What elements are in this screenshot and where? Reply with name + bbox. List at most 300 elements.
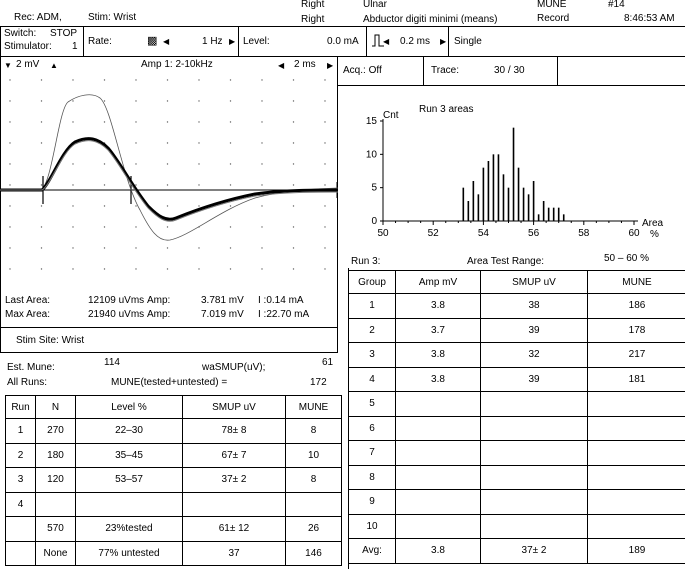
y-tick-label: 10 [365, 149, 377, 161]
table-cell [588, 514, 685, 539]
mode-value[interactable]: Single [454, 36, 482, 47]
table-cell: 189 [588, 539, 685, 564]
grid-dot [261, 121, 262, 122]
table-cell [481, 416, 588, 441]
grid-dot [198, 268, 199, 269]
grid-dot [72, 121, 73, 122]
table-cell [481, 465, 588, 490]
switch-value[interactable]: STOP [50, 28, 78, 39]
grid-dot [230, 226, 231, 227]
grid-dot [167, 184, 168, 185]
grid-dot [324, 163, 325, 164]
group-row [349, 490, 685, 515]
grid-dot [104, 247, 105, 248]
grid-dot [261, 163, 262, 164]
switch-label: Switch: [4, 28, 37, 39]
table-cell [36, 492, 76, 517]
table-cell: 77% untested [76, 541, 183, 566]
grid-dot [9, 184, 10, 185]
table-cell: 39 [481, 318, 588, 343]
histogram-bar [538, 214, 540, 221]
table-cell: 3.8 [396, 539, 481, 564]
column-header: Group [349, 271, 396, 294]
table-cell: 32 [481, 343, 588, 368]
stim-label: Stim: Wrist [88, 12, 137, 23]
grid-dot [230, 121, 231, 122]
histogram-bar [488, 161, 490, 221]
sweep-increase-arrow-icon[interactable]: ▶ [327, 61, 334, 70]
grid-dot [72, 205, 73, 206]
x-tick-label: 54 [477, 228, 489, 239]
grid-dot [230, 142, 231, 143]
max-amp-label: Amp: [147, 309, 171, 320]
acquisition-status[interactable]: Acq.: Off [343, 65, 382, 76]
amplifier-label: Amp 1: 2-10kHz [141, 59, 213, 70]
grid-dot [324, 247, 325, 248]
last-area-label: Last Area: [5, 295, 51, 306]
x-tick-label: 50 [377, 228, 389, 239]
table-cell: 1 [6, 419, 36, 444]
table-cell [396, 465, 481, 490]
max-area-value: 21940 uVms [88, 309, 145, 320]
grid-dot [167, 205, 168, 206]
rate-value: 1 Hz [202, 36, 223, 47]
trace-value: 30 / 30 [494, 65, 525, 76]
table-cell [588, 392, 685, 417]
grid-dot [198, 163, 199, 164]
grid-dot [293, 226, 294, 227]
histogram-bar [468, 201, 470, 221]
x-axis-label: Area [642, 218, 664, 229]
last-area-value: 12109 uVms [88, 295, 145, 306]
table-cell [481, 490, 588, 515]
histogram-bar [513, 128, 515, 221]
grid-dot [293, 163, 294, 164]
grid-dot [135, 268, 136, 269]
mune-number: #14 [608, 0, 625, 10]
histogram-bar [493, 154, 495, 221]
max-current: I :22.70 mA [258, 309, 310, 320]
rate-decrease-arrow-icon[interactable]: ◀ [163, 37, 170, 46]
grid-dot [198, 247, 199, 248]
grid-dot [72, 184, 73, 185]
run-row [6, 419, 342, 444]
grid-dot [324, 79, 325, 80]
waveform-plot [0, 70, 338, 290]
table-cell: 181 [588, 367, 685, 392]
grid-dot [104, 226, 105, 227]
histogram-bar [553, 208, 555, 221]
table-cell [396, 441, 481, 466]
grid-dot [324, 142, 325, 143]
grid-dot [230, 184, 231, 185]
grid-dot [41, 226, 42, 227]
duration-decrease-arrow-icon[interactable]: ◀ [383, 37, 390, 46]
est-mune-value: 114 [104, 357, 120, 368]
smup-trace-overlay [0, 141, 338, 222]
grid-dot [41, 268, 42, 269]
histogram-bar [528, 194, 530, 221]
grid-dot [324, 226, 325, 227]
run-row [6, 443, 342, 468]
table-cell: 146 [286, 541, 342, 566]
grid-dot [324, 184, 325, 185]
column-header: Amp mV [396, 271, 481, 294]
grid-dot [135, 142, 136, 143]
table-cell: 180 [36, 443, 76, 468]
grid-dot [9, 163, 10, 164]
grid-dot [135, 184, 136, 185]
histogram-bar [508, 188, 510, 221]
run-row [6, 541, 342, 566]
grid-dot [9, 142, 10, 143]
column-header: Run [6, 396, 36, 419]
grid-dot [135, 163, 136, 164]
grid-dot [104, 205, 105, 206]
table-cell: 26 [286, 517, 342, 542]
group-row [349, 441, 685, 466]
grid-dot [261, 100, 262, 101]
side-label-2: Right [301, 14, 325, 25]
y-tick-label: 0 [371, 216, 377, 227]
gain-decrease-arrow-icon[interactable]: ▼ [4, 61, 12, 70]
table-cell: 8 [286, 419, 342, 444]
grid-dot [293, 247, 294, 248]
grid-dot [135, 121, 136, 122]
stim-site: Stim Site: Wrist [16, 335, 85, 346]
level-value[interactable]: 0.0 mA [327, 36, 359, 47]
stimulator-value[interactable]: 1 [72, 41, 78, 52]
area-histogram [340, 95, 685, 250]
level-label: Level: [243, 36, 270, 47]
histogram-bar [503, 174, 505, 221]
table-cell [481, 514, 588, 539]
grid-dot [198, 142, 199, 143]
grid-dot [167, 226, 168, 227]
grid-dot [41, 205, 42, 206]
grid-dot [324, 121, 325, 122]
grid-dot [135, 79, 136, 80]
grid-dot [72, 100, 73, 101]
grid-dots [9, 79, 325, 269]
grid-dot [41, 142, 42, 143]
stimulator-label: Stimulator: [4, 41, 52, 52]
group-row [349, 343, 685, 368]
grid-dot [261, 268, 262, 269]
mune-formula: MUNE(tested+untested) = [111, 377, 228, 388]
grid-dot [230, 100, 231, 101]
grid-dot [324, 268, 325, 269]
area-range-value: 50 – 60 % [604, 253, 650, 264]
table-cell [588, 465, 685, 490]
grid-dot [293, 100, 294, 101]
grid-dot [9, 268, 10, 269]
grid-dot [198, 184, 199, 185]
table-cell: 178 [588, 318, 685, 343]
grid-dot [198, 121, 199, 122]
group-row [349, 367, 685, 392]
side-label-1: Right [301, 0, 325, 10]
grid-dot [198, 100, 199, 101]
table-cell: 37 [183, 541, 286, 566]
group-row [349, 318, 685, 343]
muscle-label: Abductor digiti minimi (means) [363, 14, 498, 25]
table-cell: 6 [349, 416, 396, 441]
table-cell: 217 [588, 343, 685, 368]
table-cell [396, 416, 481, 441]
table-cell [396, 490, 481, 515]
table-cell [481, 392, 588, 417]
grid-dot [261, 205, 262, 206]
grid-dot [9, 205, 10, 206]
last-amp-label: Amp: [147, 295, 171, 306]
table-cell [6, 541, 36, 566]
x-axis-unit: % [650, 229, 659, 240]
histogram-bar [483, 168, 485, 221]
grid-dot [135, 247, 136, 248]
grid-dot [72, 79, 73, 80]
grid-dot [41, 163, 42, 164]
sweep-value: 2 ms [294, 59, 316, 70]
grid-dot [293, 121, 294, 122]
grid-dot [230, 79, 231, 80]
y-axis-label: Cnt [383, 110, 399, 121]
table-cell [588, 490, 685, 515]
group-row [349, 539, 685, 564]
grid-dot [9, 79, 10, 80]
grid-dot [135, 100, 136, 101]
grid-dot [293, 268, 294, 269]
table-cell: 570 [36, 517, 76, 542]
table-cell: 67± 7 [183, 443, 286, 468]
grid-dot [41, 121, 42, 122]
grid-dot [41, 184, 42, 185]
table-cell [183, 492, 286, 517]
table-cell: 8 [349, 465, 396, 490]
rate-increase-arrow-icon[interactable]: ▶ [229, 37, 236, 46]
grid-dot [9, 100, 10, 101]
table-cell: 35–45 [76, 443, 183, 468]
grid-dot [104, 121, 105, 122]
grid-dot [41, 79, 42, 80]
grid-dot [261, 184, 262, 185]
grid-dot [167, 121, 168, 122]
run3-label: Run 3: [351, 256, 381, 267]
grid-dot [261, 226, 262, 227]
table-cell: 186 [588, 294, 685, 319]
table-cell: 3.7 [396, 318, 481, 343]
table-header-row [6, 396, 342, 419]
histogram-bar [473, 181, 475, 221]
group-row [349, 392, 685, 417]
grid-dot [230, 205, 231, 206]
grid-dot [167, 268, 168, 269]
grid-dot [72, 226, 73, 227]
table-cell: 3 [349, 343, 396, 368]
grid-dot [293, 205, 294, 206]
table-cell [396, 514, 481, 539]
grid-dot [167, 163, 168, 164]
last-amp-value: 3.781 mV [201, 295, 244, 306]
table-cell: 4 [6, 492, 36, 517]
est-mune-label: Est. Mune: [7, 362, 55, 373]
grid-dot [9, 121, 10, 122]
table-header-row [349, 271, 685, 294]
run-row [6, 468, 342, 493]
mune-label: MUNE [537, 0, 567, 10]
nerve-label: Ulnar [363, 0, 387, 10]
table-cell: 9 [349, 490, 396, 515]
x-tick-label: 60 [628, 228, 640, 239]
histogram-bar [523, 188, 525, 221]
table-cell: 61± 12 [183, 517, 286, 542]
table-cell: 39 [481, 367, 588, 392]
histogram-bar [518, 168, 520, 221]
grid-dot [9, 247, 10, 248]
table-cell [588, 416, 685, 441]
mune-total: 172 [310, 377, 327, 388]
table-cell: 38 [481, 294, 588, 319]
column-header: MUNE [286, 396, 342, 419]
x-tick-label: 52 [427, 228, 439, 239]
table-cell: 3.8 [396, 367, 481, 392]
grid-dot [167, 100, 168, 101]
table-cell: 120 [36, 468, 76, 493]
column-header: Level % [76, 396, 183, 419]
wasmup-label: waSMUP(uV); [202, 362, 266, 373]
runs-table [5, 395, 342, 566]
max-area-label: Max Area: [5, 309, 51, 320]
grid-dot [167, 142, 168, 143]
run-row [6, 517, 342, 542]
trace-label: Trace: [431, 65, 459, 76]
grid-dot [230, 163, 231, 164]
grid-dot [135, 205, 136, 206]
gain-value: 2 mV [16, 59, 40, 70]
table-cell: 3 [6, 468, 36, 493]
table-cell: 23%tested [76, 517, 183, 542]
grid-dot [41, 247, 42, 248]
groups-table [348, 270, 685, 564]
column-header: SMUP uV [481, 271, 588, 294]
grid-dot [293, 79, 294, 80]
table-cell: 53–57 [76, 468, 183, 493]
grid-dot [72, 268, 73, 269]
group-row [349, 465, 685, 490]
grid-dot [324, 100, 325, 101]
rec-label: Rec: ADM, [14, 12, 62, 23]
table-cell [76, 492, 183, 517]
all-runs-label: All Runs: [7, 377, 48, 388]
histogram-bar [543, 201, 545, 221]
table-cell [481, 441, 588, 466]
grid-dot [104, 184, 105, 185]
grid-dot [167, 247, 168, 248]
histogram-bar [463, 188, 465, 221]
run-row [6, 492, 342, 517]
grid-dot [198, 79, 199, 80]
table-cell: 10 [286, 443, 342, 468]
table-cell: 8 [286, 468, 342, 493]
grid-dot [167, 79, 168, 80]
table-cell: 10 [349, 514, 396, 539]
table-cell [6, 517, 36, 542]
grid-dot [72, 247, 73, 248]
histogram-bar [498, 154, 500, 221]
table-cell: 4 [349, 367, 396, 392]
histogram-bar [563, 214, 565, 221]
column-header: MUNE [588, 271, 685, 294]
y-tick-label: 15 [365, 116, 377, 127]
histogram-bar [478, 194, 480, 221]
grid-dot [104, 79, 105, 80]
x-tick-label: 56 [528, 228, 540, 239]
grid-dot [324, 205, 325, 206]
grid-dot [9, 226, 10, 227]
column-header: N [36, 396, 76, 419]
grid-dot [72, 163, 73, 164]
x-tick-label: 58 [578, 228, 590, 239]
group-row [349, 514, 685, 539]
grid-dot [261, 79, 262, 80]
record-label: Record [537, 13, 570, 24]
histogram-bar [533, 181, 535, 221]
table-cell: 3.8 [396, 294, 481, 319]
table-cell: 270 [36, 419, 76, 444]
table-cell: 7 [349, 441, 396, 466]
table-cell: 78± 8 [183, 419, 286, 444]
table-cell [396, 392, 481, 417]
grid-dot [293, 142, 294, 143]
grid-dot [261, 142, 262, 143]
gain-increase-arrow-icon[interactable]: ▲ [50, 61, 58, 70]
grid-dot [41, 100, 42, 101]
grid-dot [230, 268, 231, 269]
wasmup-value: 61 [322, 357, 334, 368]
grid-dot [104, 100, 105, 101]
max-amp-value: 7.019 mV [201, 309, 244, 320]
grid-dot [198, 205, 199, 206]
table-cell: Avg: [349, 539, 396, 564]
histogram-bar [548, 208, 550, 221]
last-current: I :0.14 mA [258, 295, 304, 306]
table-cell: 22–30 [76, 419, 183, 444]
duration-increase-arrow-icon[interactable]: ▶ [440, 37, 447, 46]
sweep-decrease-arrow-icon[interactable]: ◀ [278, 61, 285, 70]
area-range-label: Area Test Range: [467, 256, 545, 267]
table-cell: 37± 2 [183, 468, 286, 493]
table-cell: 37± 2 [481, 539, 588, 564]
group-row [349, 294, 685, 319]
time-label: 8:46:53 AM [624, 13, 675, 24]
table-cell: 2 [349, 318, 396, 343]
histogram-title: Run 3 areas [419, 104, 474, 115]
y-tick-label: 5 [371, 182, 377, 194]
grid-dot [230, 247, 231, 248]
column-header: SMUP uV [183, 396, 286, 419]
histogram-bar [558, 208, 560, 221]
grid-dot [104, 268, 105, 269]
grid-dot [293, 184, 294, 185]
table-cell [588, 441, 685, 466]
table-cell: 2 [6, 443, 36, 468]
grid-dot [135, 226, 136, 227]
table-cell: None [36, 541, 76, 566]
table-cell: 1 [349, 294, 396, 319]
table-cell [286, 492, 342, 517]
table-cell: 5 [349, 392, 396, 417]
duration-value: 0.2 ms [400, 36, 431, 47]
